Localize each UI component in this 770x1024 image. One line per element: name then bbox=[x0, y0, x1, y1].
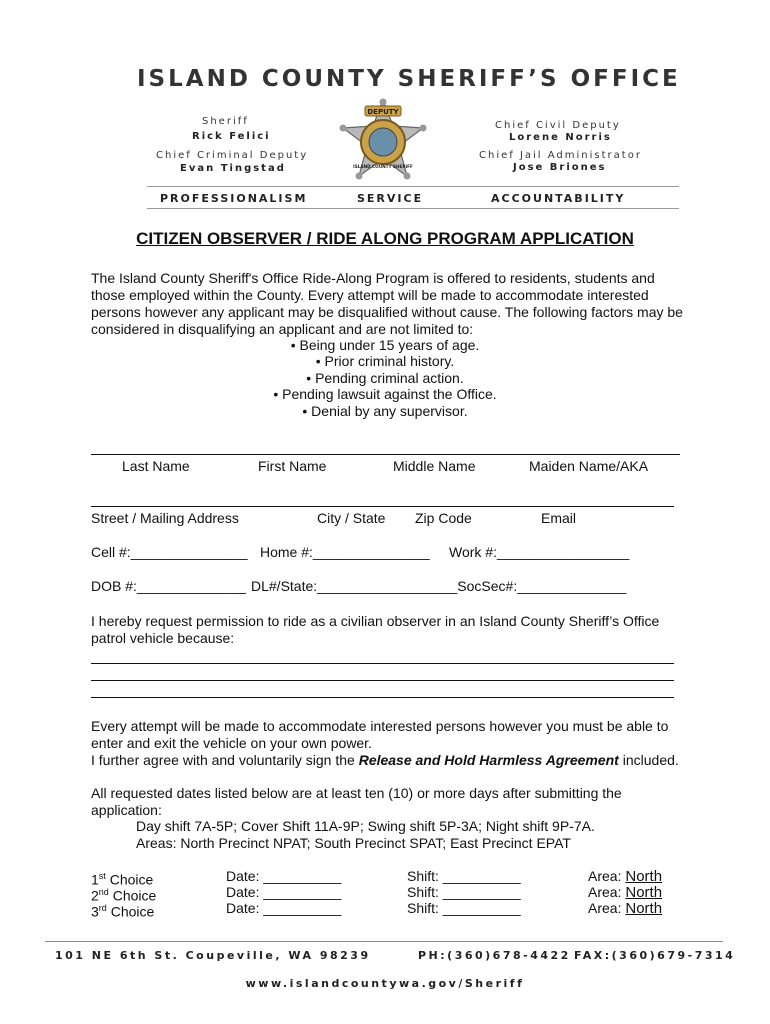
header-rule-top bbox=[147, 186, 679, 187]
intro-line-2: those employed within the County. Every attempt will be made to accommodate interested bbox=[91, 287, 649, 303]
reason-input-line[interactable] bbox=[91, 680, 674, 681]
reason-input-line[interactable] bbox=[91, 663, 674, 664]
factor-item: • Pending lawsuit against the Office. bbox=[273, 386, 497, 402]
middle-name-label: Middle Name bbox=[393, 458, 476, 474]
intro-line-4: considered in disqualifying an applicant and are not limited to: bbox=[91, 321, 474, 337]
choice-3-shift[interactable]: Shift: __________ bbox=[407, 900, 521, 916]
footer-rule bbox=[45, 941, 723, 942]
dates-note-line-1: All requested dates listed below are at least ten (10) or more days after submitting the bbox=[91, 785, 622, 801]
last-name-label: Last Name bbox=[122, 458, 190, 474]
chief-civil-deputy-name: Lorene Norris bbox=[509, 132, 612, 143]
agreement-suffix: included. bbox=[618, 752, 679, 768]
dob-field[interactable]: DOB #:______________ bbox=[91, 578, 246, 594]
attempt-line-2: enter and exit the vehicle on your own power. bbox=[91, 735, 372, 751]
motto-accountability: ACCOUNTABILITY bbox=[491, 192, 626, 205]
chief-civil-deputy-label: Chief Civil Deputy bbox=[495, 120, 621, 131]
form-title: CITIZEN OBSERVER / RIDE ALONG PROGRAM APPLICATION bbox=[136, 229, 634, 248]
choice-2-area[interactable]: Area: North bbox=[588, 884, 663, 901]
area-dropdown-value: North bbox=[625, 868, 663, 885]
reason-input-line[interactable] bbox=[91, 697, 674, 698]
choice-2-date[interactable]: Date: __________ bbox=[226, 884, 342, 900]
footer-website[interactable]: www.islandcountywa.gov/Sheriff bbox=[245, 977, 525, 990]
home-field[interactable]: Home #:_______________ bbox=[260, 544, 430, 560]
request-line-2: patrol vehicle because: bbox=[91, 630, 235, 646]
choice-1-label: 1st Choice bbox=[91, 871, 154, 888]
sheriff-badge-logo bbox=[333, 96, 433, 184]
area-dropdown-value: North bbox=[625, 900, 663, 917]
street-address-label: Street / Mailing Address bbox=[91, 510, 239, 526]
intro-line-3: persons however any applicant may be disqualified without cause. The following factors may be bbox=[91, 304, 683, 320]
footer-fax: FAX:(360)679-7314 bbox=[574, 949, 736, 962]
sheriff-label: Sheriff bbox=[202, 116, 249, 127]
factor-item: • Denial by any supervisor. bbox=[302, 403, 468, 419]
choice-3-label: 3rd Choice bbox=[91, 903, 155, 920]
release-agreement-title: Release and Hold Harmless Agreement bbox=[358, 752, 619, 768]
footer-address: 101 NE 6th St. Coupeville, WA 98239 bbox=[55, 949, 371, 962]
header-rule-bottom bbox=[147, 208, 679, 209]
badge-ring-text: ISLAND COUNTY SHERIFF bbox=[353, 164, 413, 169]
office-title: ISLAND COUNTY SHERIFF’S OFFICE bbox=[137, 66, 681, 92]
factor-item: • Being under 15 years of age. bbox=[290, 337, 480, 353]
chief-jail-admin-name: Jose Briones bbox=[513, 162, 607, 173]
request-line-1: I hereby request permission to ride as a civilian observer in an Island County Sheriff’s Office bbox=[91, 613, 660, 629]
choice-1-date[interactable]: Date: __________ bbox=[226, 868, 342, 884]
maiden-name-label: Maiden Name/AKA bbox=[529, 458, 649, 474]
cell-field[interactable]: Cell #:_______________ bbox=[91, 544, 248, 560]
badge-deputy-text: DEPUTY bbox=[367, 108, 399, 116]
agreement-prefix: I further agree with and voluntarily sign the bbox=[91, 752, 359, 768]
name-input-line[interactable] bbox=[91, 454, 680, 455]
city-state-label: City / State bbox=[317, 510, 386, 526]
motto-professionalism: PROFESSIONALISM bbox=[160, 192, 308, 205]
choice-3-date[interactable]: Date: __________ bbox=[226, 900, 342, 916]
intro-line-1: The Island County Sheriff's Office Ride-Along Program is offered to residents, students and bbox=[91, 270, 655, 286]
first-name-label: First Name bbox=[258, 458, 327, 474]
shift-hours: Day shift 7A-5P; Cover Shift 11A-9P; Swing shift 5P-3A; Night shift 9P-7A. bbox=[136, 818, 595, 834]
zip-code-label: Zip Code bbox=[415, 510, 472, 526]
chief-criminal-deputy-name: Evan Tingstad bbox=[180, 163, 286, 174]
chief-jail-admin-label: Chief Jail Administrator bbox=[479, 150, 642, 161]
choice-2-shift[interactable]: Shift: __________ bbox=[407, 884, 521, 900]
choice-3-area[interactable]: Area: North bbox=[588, 900, 663, 917]
precinct-areas: Areas: North Precinct NPAT; South Precinct SPAT; East Precinct EPAT bbox=[136, 835, 571, 851]
choice-1-shift[interactable]: Shift: __________ bbox=[407, 868, 521, 884]
dates-note-line-2: application: bbox=[91, 802, 162, 818]
footer-phone: PH:(360)678-4422 bbox=[418, 949, 571, 962]
area-dropdown-value: North bbox=[625, 884, 663, 901]
factor-item: • Pending criminal action. bbox=[306, 370, 464, 386]
attempt-line-1: Every attempt will be made to accommodate interested persons however you must be able to bbox=[91, 718, 669, 734]
agreement-line bbox=[91, 752, 679, 769]
motto-service: SERVICE bbox=[357, 192, 424, 205]
factor-item: • Prior criminal history. bbox=[315, 353, 455, 369]
choice-2-label: 2nd Choice bbox=[91, 887, 157, 904]
dl-socsec-field[interactable]: DL#/State:__________________SocSec#:______________ bbox=[251, 578, 627, 594]
sheriff-name: Rick Felici bbox=[192, 131, 271, 142]
email-label: Email bbox=[541, 510, 577, 526]
work-field[interactable]: Work #:_________________ bbox=[449, 544, 630, 560]
choice-1-area[interactable]: Area: North bbox=[588, 868, 663, 885]
address-input-line[interactable] bbox=[91, 506, 674, 507]
chief-criminal-deputy-label: Chief Criminal Deputy bbox=[156, 150, 309, 161]
